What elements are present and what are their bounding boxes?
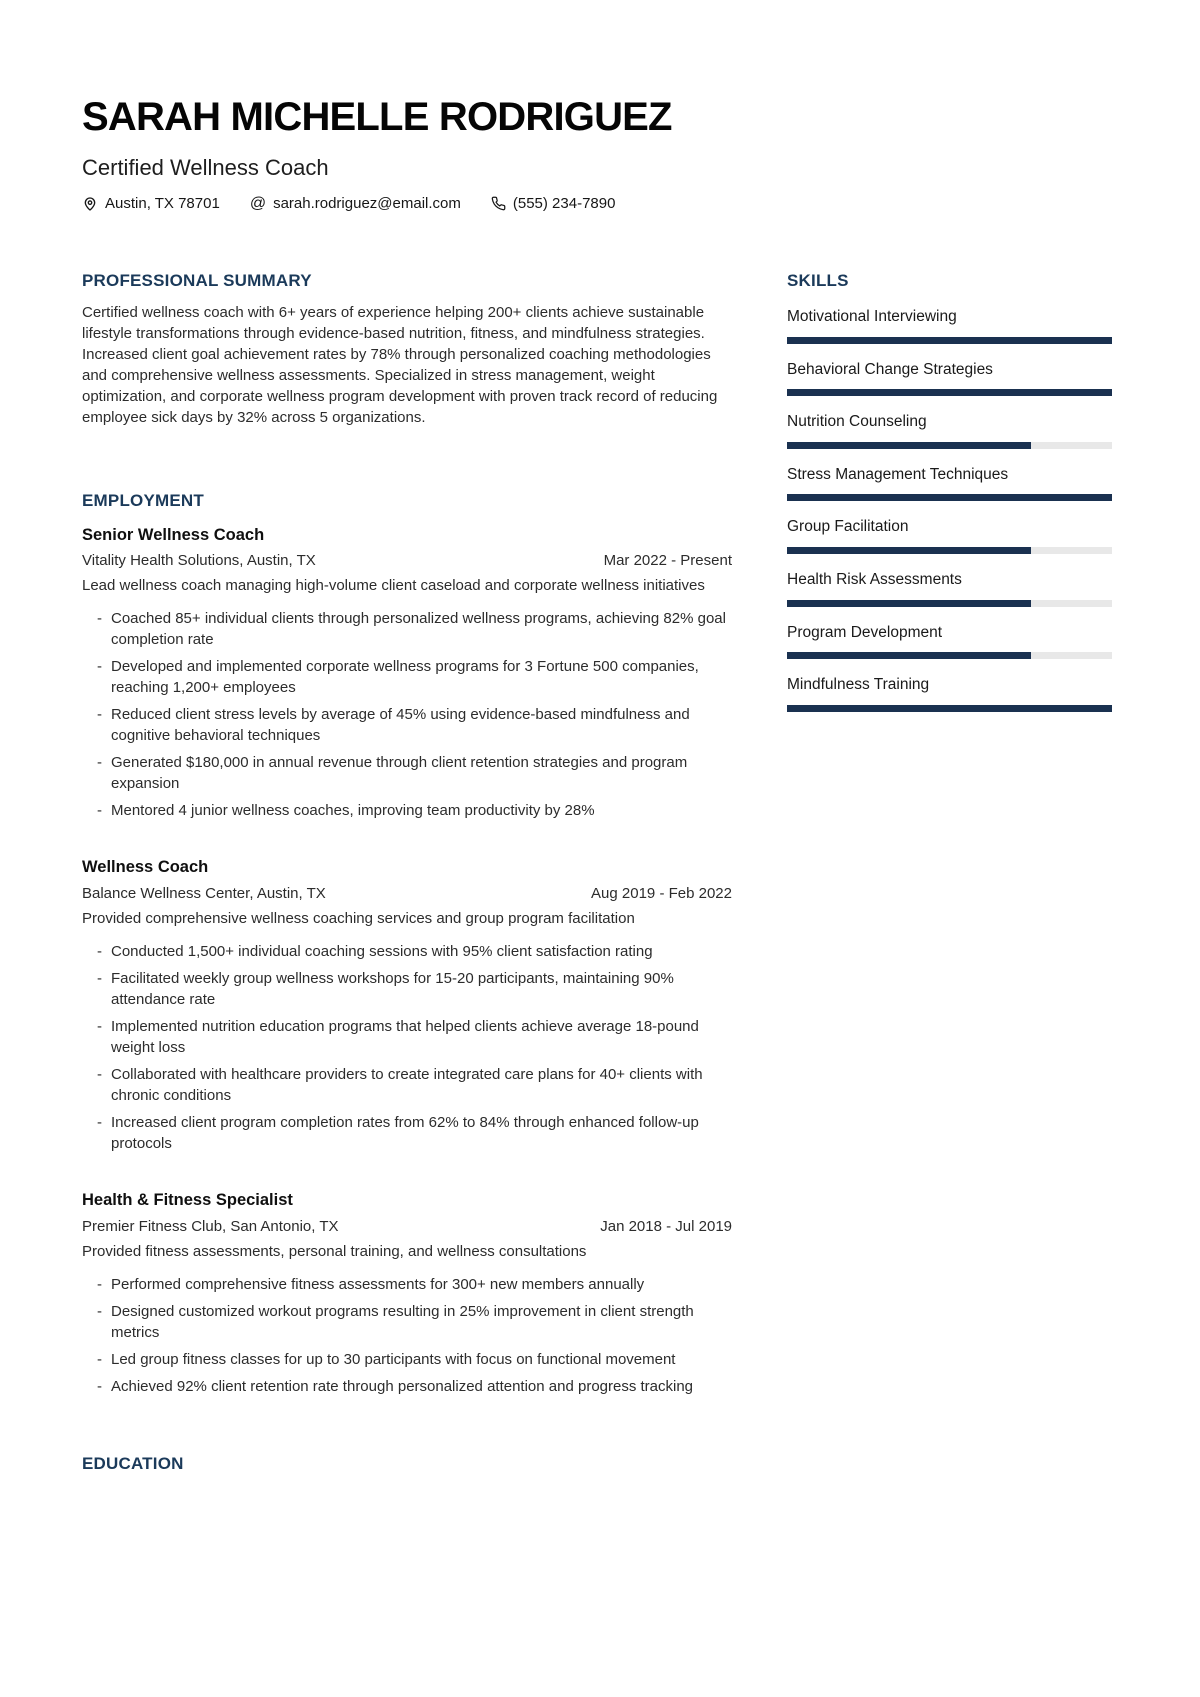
skill-row [787,571,1112,607]
skill-label: Behavioral Change Strategies [787,360,993,378]
contact-location-text: Austin, TX 78701 [105,195,220,213]
company-name: Premier Fitness Club, San Antonio, TX [82,1217,339,1235]
skill-label: Motivational Interviewing [787,308,957,326]
bullet-dash: - [97,802,102,820]
job-entry [82,857,732,1154]
skill-row [787,361,1112,397]
phone-icon [491,196,506,211]
skill-row [787,676,1112,712]
job-bullet-list [82,608,732,821]
job-bullet [82,1016,732,1058]
bullet-text: Mentored 4 junior wellness coaches, improving team productivity by 28% [111,802,595,820]
job-bullet-list [82,941,732,1154]
skill-row [787,518,1112,554]
bullet-text: Performed comprehensive fitness assessments for 300+ new members annually [111,1275,645,1293]
bullet-text: Conducted 1,500+ individual coaching sessions with 95% client satisfaction rating [111,943,653,961]
job-bullet [82,968,732,1010]
bullet-dash: - [97,1275,102,1293]
job-bullet-list [82,1274,732,1397]
skill-bar-track [787,705,1112,712]
job-title: Senior Wellness Coach [82,525,265,544]
employment-section [82,492,732,1397]
skill-bar-fill [787,547,1031,554]
company-row [82,883,732,904]
contact-location [82,195,220,212]
skill-label: Nutrition Counseling [787,413,927,431]
job-bullet [82,941,732,962]
resume-header [82,95,1112,212]
skill-bar-track [787,494,1112,501]
job-title: Wellness Coach [82,858,209,877]
skill-bar-fill [787,705,1112,712]
job-bullet [82,800,732,821]
job-bullet [82,1376,732,1397]
content-columns [82,272,1112,1473]
person-title: Certified Wellness Coach [82,155,329,180]
job-dates: Jan 2018 - Jul 2019 [600,1217,732,1235]
bullet-dash: - [97,1377,102,1395]
job-description: Provided fitness assessments, personal training, and wellness consultations [82,1242,587,1260]
skill-label: Health Risk Assessments [787,571,962,589]
bullet-dash: - [97,754,102,772]
job-bullet [82,1112,732,1154]
skills-heading: SKILLS [787,271,849,291]
bullet-text: Implemented nutrition education programs that helped clients achieve average 18-pound weight loss [111,1018,699,1057]
skill-bar-fill [787,442,1031,449]
bullet-text: Collaborated with healthcare providers to create integrated care plans for 40+ clients with chronic conditions [111,1066,703,1105]
skill-bar-track [787,442,1112,449]
skill-label: Group Facilitation [787,518,909,536]
skill-label: Program Development [787,623,943,641]
skill-row [787,624,1112,660]
bullet-dash: - [97,706,102,724]
summary-text: Certified wellness coach with 6+ years of experience helping 200+ clients achieve sustainable lifestyle transformations through evidence-based nutrition, fitness, and mindfulness strategies. Increased client goal achievement rates by 78% through personalized coaching methodologies and comprehensive wellness assessments. Specialized in stress management, weight optimization, and corporate wellness program development with proven track record of reducing employee sick days by 32% across 5 organizations. [82,304,718,427]
company-name: Balance Wellness Center, Austin, TX [82,885,326,903]
job-title: Health & Fitness Specialist [82,1191,293,1210]
job-entry [82,1190,732,1397]
summary-heading: PROFESSIONAL SUMMARY [82,271,312,291]
job-description: Lead wellness coach managing high-volume client caseload and corporate wellness initiatives [82,577,705,595]
skills-column [787,272,1112,711]
job-bullet [82,704,732,746]
skill-label: Stress Management Techniques [787,465,1009,483]
bullet-text: Led group fitness classes for up to 30 participants with focus on functional movement [111,1350,676,1368]
job-dates: Mar 2022 - Present [603,552,732,570]
contact-phone-text: (555) 234-7890 [512,195,616,213]
job-bullet [82,752,732,794]
employment-heading: EMPLOYMENT [82,491,204,511]
education-heading: EDUCATION [82,1453,184,1473]
contact-phone [491,195,616,212]
bullet-text: Reduced client stress levels by average of 45% using evidence-based mindfulness and cognitive behavioral techniques [111,706,690,745]
bullet-dash: - [97,1114,102,1132]
bullet-text: Generated $180,000 in annual revenue through client retention strategies and program expansion [111,754,688,793]
skill-bar-fill [787,389,1112,396]
skill-row [787,413,1112,449]
job-bullet [82,1274,732,1295]
company-name: Vitality Health Solutions, Austin, TX [82,552,316,570]
job-bullet [82,1349,732,1370]
skill-row [787,308,1112,344]
skill-bar-fill [787,337,1112,344]
company-row [82,550,732,571]
job-dates: Aug 2019 - Feb 2022 [591,885,732,903]
skill-bar-fill [787,600,1031,607]
skill-bar-track [787,547,1112,554]
skill-bar-track [787,337,1112,344]
bullet-dash: - [97,943,102,961]
summary-section [82,272,732,428]
job-entry [82,525,732,822]
bullet-dash: - [97,1350,102,1368]
skill-bar-fill [787,494,1112,501]
bullet-dash: - [97,970,102,988]
contact-email-text: sarah.rodriguez@email.com [273,195,461,213]
skill-bar-track [787,389,1112,396]
job-bullet [82,608,732,650]
skill-bar-track [787,652,1112,659]
at-icon: @ [249,194,267,212]
bullet-text: Coached 85+ individual clients through personalized wellness programs, achieving 82% goal completion rate [111,610,726,649]
bullet-dash: - [97,658,102,676]
job-bullet [82,656,732,698]
person-name: SARAH MICHELLE RODRIGUEZ [82,95,672,139]
contact-email [250,195,461,212]
bullet-text: Facilitated weekly group wellness workshops for 15-20 participants, maintaining 90% attendance rate [111,970,674,1009]
job-description: Provided comprehensive wellness coaching services and group program facilitation [82,910,635,928]
bullet-text: Designed customized workout programs resulting in 25% improvement in client strength metrics [111,1302,694,1341]
bullet-dash: - [97,1302,102,1320]
main-column [82,272,732,1473]
contact-row [82,195,1112,212]
skill-row [787,466,1112,502]
bullet-dash: - [97,610,102,628]
education-section [82,1455,732,1474]
job-bullet [82,1064,732,1106]
bullet-text: Increased client program completion rates from 62% to 84% through enhanced follow-up protocols [111,1114,699,1153]
skill-label: Mindfulness Training [787,676,930,694]
bullet-text: Developed and implemented corporate wellness programs for 3 Fortune 500 companies, reaching 1,200+ employees [111,658,699,697]
skill-bar-track [787,600,1112,607]
skill-bar-fill [787,652,1031,659]
job-bullet [82,1301,732,1343]
bullet-dash: - [97,1018,102,1036]
bullet-text: Achieved 92% client retention rate through personalized attention and progress tracking [111,1377,694,1395]
bullet-dash: - [97,1066,102,1084]
location-pin-icon [82,196,98,212]
company-row [82,1216,732,1237]
